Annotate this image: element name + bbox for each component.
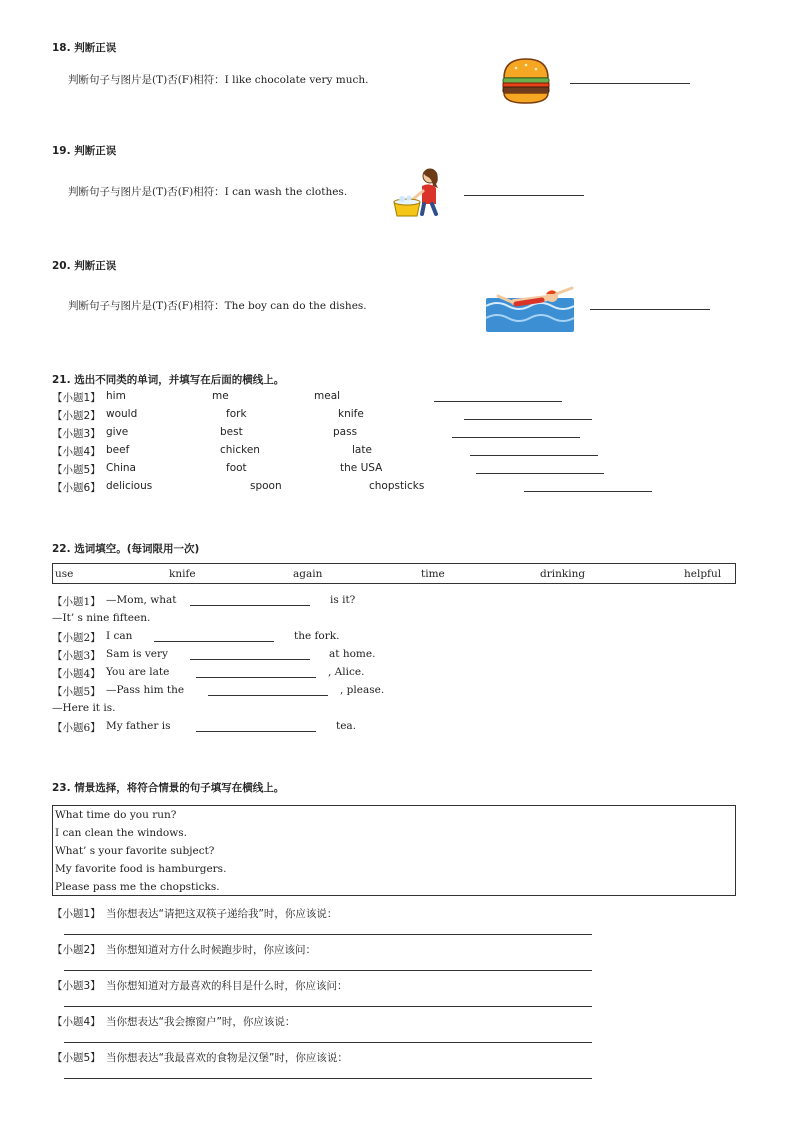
q23-item-label: 【小题3】 (52, 980, 101, 992)
q21-word: best (220, 426, 243, 438)
word-bank-item: again (293, 568, 323, 580)
q21-word: chicken (220, 444, 260, 456)
q19-answer-line[interactable] (464, 195, 584, 196)
q22-text-after: is it? (330, 594, 356, 606)
q23-answer-line[interactable] (64, 1006, 592, 1007)
girl-washing-clothes-icon (392, 164, 448, 220)
q23-answer-line[interactable] (64, 970, 592, 971)
q22-text-after: tea. (336, 720, 357, 732)
q22-text-after: the fork. (294, 630, 340, 642)
q21-answer-line[interactable] (476, 473, 604, 474)
q23-prompt: 当你想知道对方什么时候跑步时，你应该问： (106, 944, 316, 956)
q23-item-label: 【小题1】 (52, 908, 101, 920)
q21-word: pass (333, 426, 358, 438)
q22-item-label: 【小题4】 (52, 668, 101, 680)
q23-item-label: 【小题4】 (52, 1016, 101, 1028)
q22-text-before: —Mom, what (106, 594, 177, 606)
sentence-option: What’ s your favorite subject? (55, 845, 215, 857)
q22-blank[interactable] (190, 659, 310, 660)
q22-text-after: , please. (340, 684, 385, 696)
q22-text-after: at home. (329, 648, 376, 660)
q22-text-after: , Alice. (328, 666, 365, 678)
q22-text-before: —Pass him the (106, 684, 185, 696)
q21-word: would (106, 408, 138, 420)
q21-word: delicious (106, 480, 153, 492)
word-bank-item: knife (169, 568, 196, 580)
q21-word: him (106, 390, 126, 402)
q21-item-label: 【小题2】 (52, 410, 101, 422)
q23-answer-line[interactable] (64, 1078, 592, 1079)
sentence-option: Please pass me the chopsticks. (55, 881, 220, 893)
q21-answer-line[interactable] (464, 419, 592, 420)
q23-item-label: 【小题5】 (52, 1052, 101, 1064)
q21-word: the USA (340, 462, 383, 474)
q23-prompt: 当你想表达“请把这双筷子递给我”时，你应该说： (106, 908, 338, 920)
q21-item-label: 【小题4】 (52, 446, 101, 458)
q21-word: spoon (250, 480, 282, 492)
sentence-option: My favorite food is hamburgers. (55, 863, 227, 875)
q21-answer-line[interactable] (524, 491, 652, 492)
word-bank-item: drinking (540, 568, 586, 580)
q20-title: 20. 判断正误 (52, 260, 117, 272)
q21-word: foot (226, 462, 247, 474)
q18-answer-line[interactable] (570, 83, 690, 84)
q22-text-before: My father is (106, 720, 171, 732)
q23-prompt: 当你想知道对方最喜欢的科目是什么时，你应该问： (106, 980, 348, 992)
q22-blank[interactable] (196, 731, 316, 732)
q22-text-before: You are late (106, 666, 170, 678)
q22-continuation: —Here it is. (52, 702, 116, 714)
q22-text-before: Sam is very (106, 648, 168, 660)
q23-answer-line[interactable] (64, 1042, 592, 1043)
q22-blank[interactable] (190, 605, 310, 606)
q21-word: fork (226, 408, 247, 420)
q21-word: beef (106, 444, 130, 456)
q22-item-label: 【小题2】 (52, 632, 101, 644)
q23-sentence-bank (52, 805, 736, 896)
q21-word: China (106, 462, 136, 474)
q22-blank[interactable] (154, 641, 274, 642)
q18-title: 18. 判断正误 (52, 42, 117, 54)
sentence-option: I can clean the windows. (55, 827, 187, 839)
q22-word-bank (52, 563, 736, 584)
q21-item-label: 【小题5】 (52, 464, 101, 476)
sentence-option: What time do you run? (55, 809, 177, 821)
q21-word: chopsticks (369, 480, 425, 492)
q21-item-label: 【小题3】 (52, 428, 101, 440)
q21-item-label: 【小题1】 (52, 392, 101, 404)
q22-continuation: —It’ s nine fifteen. (52, 612, 151, 624)
q20-sentence: 判断句子与图片是(T)否(F)相符：The boy can do the dishes. (68, 300, 367, 312)
q22-item-label: 【小题1】 (52, 596, 101, 608)
q22-blank[interactable] (196, 677, 316, 678)
q21-word: knife (338, 408, 364, 420)
q23-title: 23. 情景选择，将符合情景的句子填写在横线上。 (52, 782, 285, 794)
q22-item-label: 【小题6】 (52, 722, 101, 734)
q21-title: 21. 选出不同类的单词，并填写在后面的横线上。 (52, 374, 285, 386)
word-bank-item: use (55, 568, 74, 580)
q21-word: late (352, 444, 372, 456)
q23-prompt: 当你想表达“我会擦窗户”时，你应该说： (106, 1016, 296, 1028)
q21-item-label: 【小题6】 (52, 482, 101, 494)
q21-answer-line[interactable] (434, 401, 562, 402)
swimmer-icon (486, 282, 576, 334)
q23-item-label: 【小题2】 (52, 944, 101, 956)
hamburger-icon (500, 56, 552, 106)
word-bank-item: helpful (684, 568, 722, 580)
q20-answer-line[interactable] (590, 309, 710, 310)
q21-word: give (106, 426, 129, 438)
q22-item-label: 【小题5】 (52, 686, 101, 698)
q23-prompt: 当你想表达“我最喜欢的食物是汉堡”时，你应该说： (106, 1052, 348, 1064)
q22-item-label: 【小题3】 (52, 650, 101, 662)
q22-text-before: I can (106, 630, 133, 642)
q19-sentence: 判断句子与图片是(T)否(F)相符：I can wash the clothes. (68, 186, 348, 198)
q23-answer-line[interactable] (64, 934, 592, 935)
q19-title: 19. 判断正误 (52, 145, 117, 157)
q21-word: me (212, 390, 229, 402)
word-bank-item: time (421, 568, 445, 580)
q22-blank[interactable] (208, 695, 328, 696)
q22-title: 22. 选词填空。(每词限用一次) (52, 543, 200, 555)
q21-word: meal (314, 390, 341, 402)
q18-sentence: 判断句子与图片是(T)否(F)相符：I like chocolate very much. (68, 74, 369, 86)
q21-answer-line[interactable] (470, 455, 598, 456)
q21-answer-line[interactable] (452, 437, 580, 438)
